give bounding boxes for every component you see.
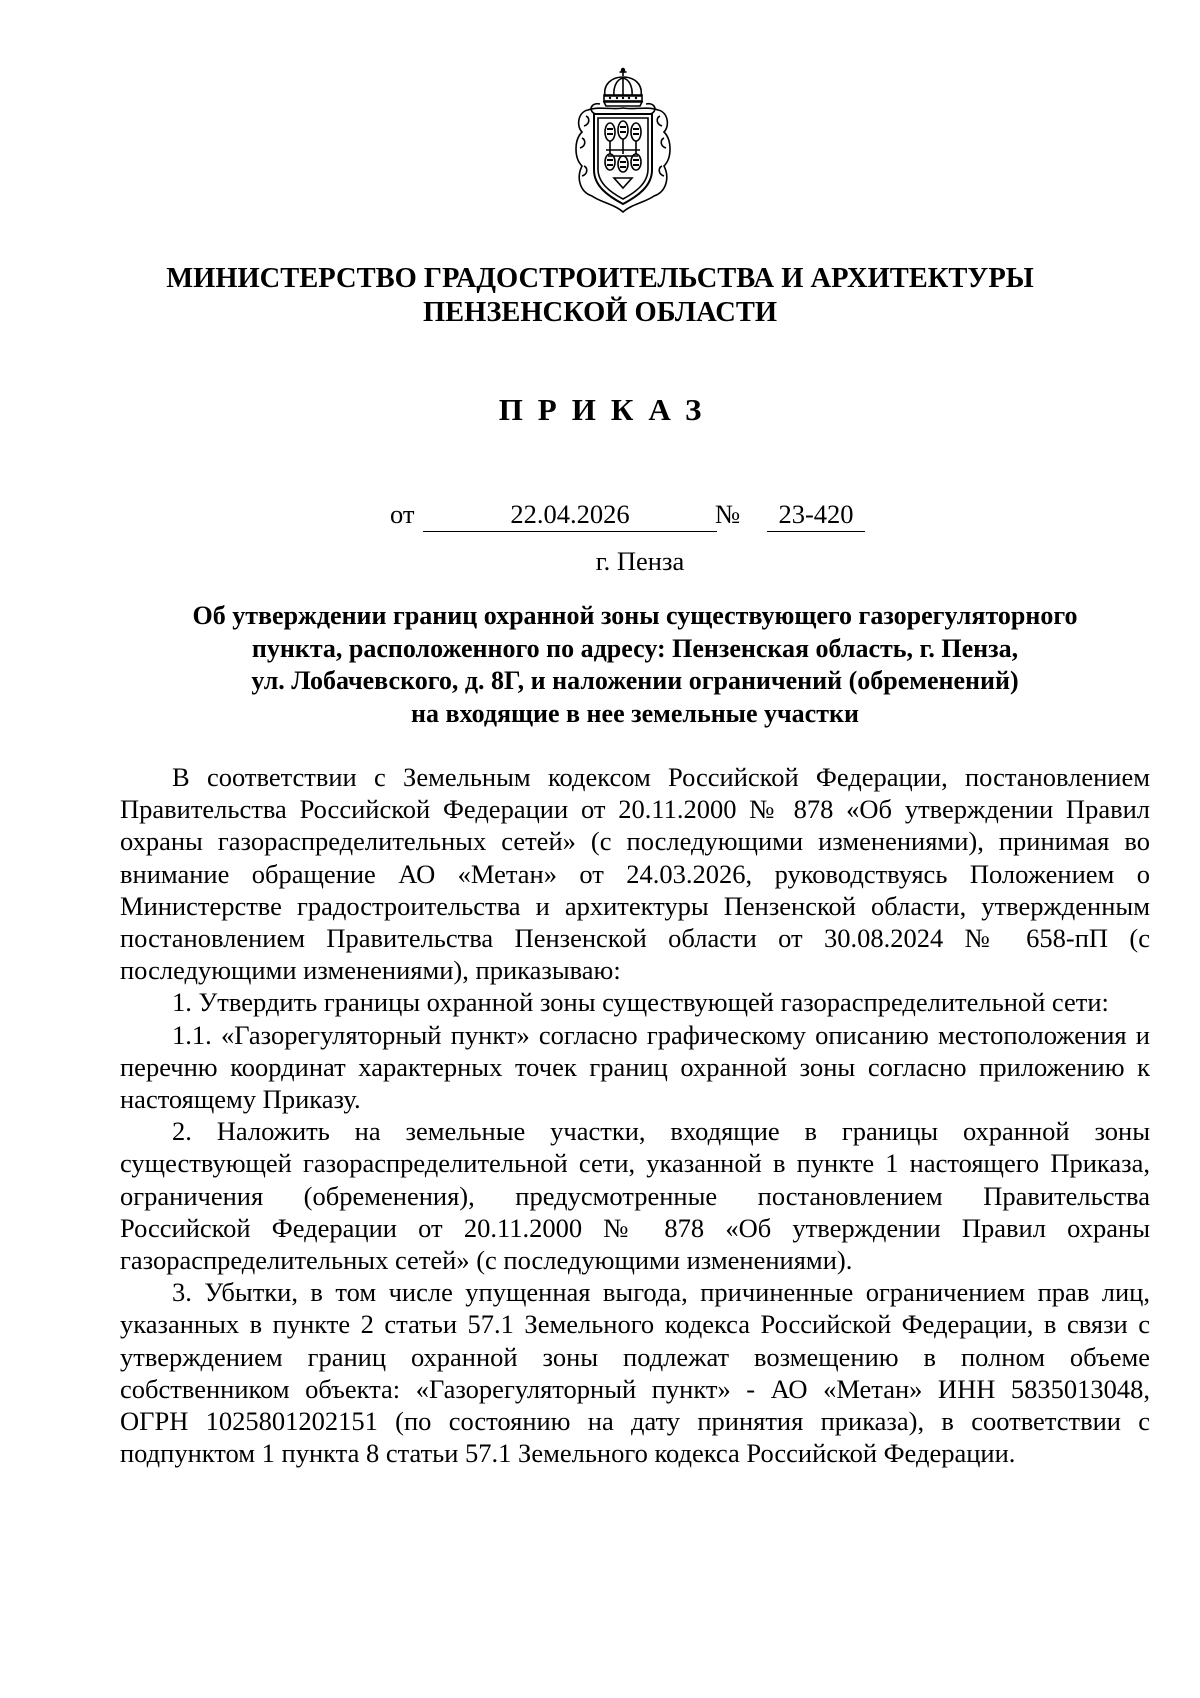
city: г. Пенза	[595, 546, 685, 576]
subject-line2: пункта, расположенного по адресу: Пензенская область, г. Пенза,	[251, 633, 1019, 663]
cartouche-frame	[576, 108, 670, 212]
order-body	[120, 761, 1150, 1469]
clause-2: 2. Наложить на земельные участки, входящие в границы охранной зоны существующей газораспределительной сети, указанной в пункте 1 настоящего Приказа, ограничения (обременения), предусмотренные постановлением Правительства Российской Федерации от 20.11.2000 № 878 «Об утверждении Правил охраны газораспределительных сетей» (с последующими изменениями).	[120, 1116, 1150, 1276]
subject-line1: Об утверждении границ охранной зоны существующего газорегуляторного	[192, 601, 1078, 630]
date-number-line	[390, 497, 870, 533]
wheat-sheaves-icon	[605, 121, 641, 188]
order-number: 23-420	[767, 497, 865, 532]
number-label: №	[715, 499, 741, 529]
subject-line3: ул. Лобачевского, д. 8Г, и наложении ограничений (обременений)	[251, 666, 1019, 695]
order-subject	[120, 600, 1150, 730]
subject-line4: на входящие в нее земельные участки	[411, 698, 859, 728]
ministry-name-line1: МИНИСТЕРСТВО ГРАДОСТРОИТЕЛЬСТВА И АРХИТЕКТУРЫ	[166, 263, 1034, 294]
order-title: ПРИКАЗ	[498, 392, 717, 427]
ministry-header	[150, 262, 1050, 330]
penza-coat-of-arms-icon	[570, 66, 676, 216]
ministry-name-line2: ПЕНЗЕНСКОЙ ОБЛАСТИ	[422, 297, 778, 328]
crown-icon	[591, 68, 655, 114]
clause-1: 1. Утвердить границы охранной зоны существующей газораспределительной сети:	[172, 987, 1109, 1018]
clause-1-1: 1.1. «Газорегуляторный пункт» согласно графическому описанию местоположения и перечню координат характерных точек границ охранной зоны согласно приложению к настоящему Приказу.	[120, 1019, 1150, 1115]
order-date: 22.04.2026	[423, 497, 717, 532]
shield-icon	[594, 114, 652, 204]
date-label: от	[390, 499, 415, 529]
preamble-paragraph: В соответствии с Земельным кодексом Российской Федерации, постановлением Правительства Российской Федерации от 20.11.2000 № 878 «Об утверждении Правил охраны газораспределительных сетей» (с последующими изменениями), принимая во внимание обращение АО «Метан» от 24.03.2026, руководствуясь Положением о Министерстве градостроительства и архитектуры Пензенской области, утвержденным постановлением Правительства Пензенской области от 30.08.2024 № 658-пП (с последующими изменениями), приказываю:	[120, 762, 1150, 986]
clause-3: 3. Убытки, в том числе упущенная выгода, причиненные ограничением прав лиц, указанных в пункте 2 статьи 57.1 Земельного кодекса Российской Федерации, в связи с утверждением границ охранной зоны подлежат возмещению в полном объеме собственником объекта: «Газорегуляторный пункт» - АО «Метан» ИНН 5835013048, ОГРН 1025801202151 (по состоянию на дату принятия приказа), в соответствии с подпунктом 1 пункта 8 статьи 57.1 Земельного кодекса Российской Федерации.	[120, 1277, 1150, 1469]
